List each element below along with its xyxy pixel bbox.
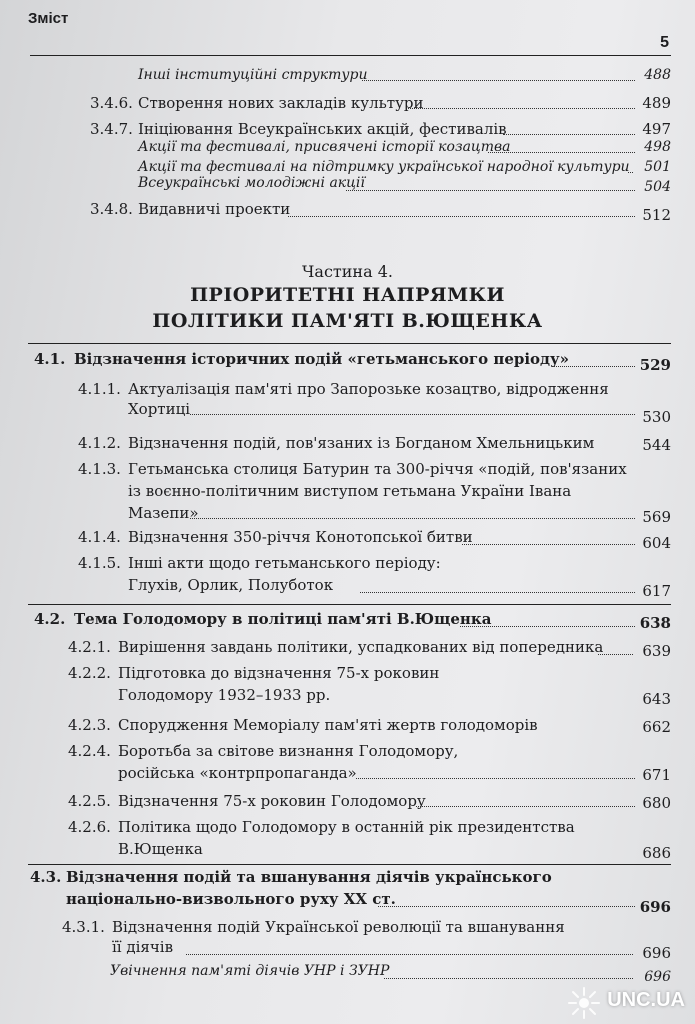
dot-leader xyxy=(462,544,635,545)
toc-entry-title: Боротьба за світове визнання Голодомору, xyxy=(118,742,459,760)
toc-entry-number: 3.4.6. xyxy=(90,94,133,112)
toc-entry-title-cont: Глухів, Орлик, Полуботок xyxy=(128,576,334,594)
dot-leader xyxy=(378,906,635,907)
section-page: 638 xyxy=(639,614,671,632)
section-divider xyxy=(28,604,671,605)
toc-entry-page: 504 xyxy=(644,179,671,195)
dot-leader xyxy=(408,108,635,109)
toc-entry-page: 512 xyxy=(642,206,671,224)
toc-entry-page: 489 xyxy=(642,94,671,112)
dot-leader xyxy=(460,626,635,627)
toc-entry-title-cont: В.Ющенка xyxy=(118,840,203,858)
section-number: 4.3. xyxy=(30,868,62,886)
toc-entry-title: Всеукраїнські молодіжні акції xyxy=(138,175,365,191)
toc-entry-number: 4.3.1. xyxy=(62,918,105,936)
dot-leader xyxy=(356,778,635,779)
toc-entry-number: 4.1.5. xyxy=(78,554,121,572)
toc-entry-title: Створення нових закладів культури xyxy=(138,94,424,112)
toc-entry-title: Актуалізація пам'яті про Запорозьке козацтво, відродження xyxy=(128,380,609,398)
dot-leader xyxy=(288,216,635,217)
toc-entry-title: Ініціювання Всеукраїнських акцій, фестивалів xyxy=(138,120,507,138)
toc-entry-title: Відзначення 75-х роковин Голодомору xyxy=(118,792,426,810)
dot-leader xyxy=(503,134,635,135)
toc-entry-number: 4.1.2. xyxy=(78,434,121,452)
toc-entry-page: 530 xyxy=(642,408,671,426)
toc-entry-number: 3.4.8. xyxy=(90,200,133,218)
toc-entry-number: 3.4.7. xyxy=(90,120,133,138)
toc-entry-page: 680 xyxy=(642,794,671,812)
toc-entry-page: 544 xyxy=(642,436,671,454)
section-title: Тема Голодомору в політиці пам'яті В.Ющенка xyxy=(74,610,492,628)
toc-entry-page: 498 xyxy=(644,139,671,155)
toc-entry-number: 4.1.4. xyxy=(78,528,121,546)
toc-entry-page: 497 xyxy=(642,120,671,138)
dot-leader xyxy=(416,806,635,807)
section-divider xyxy=(28,864,671,865)
dot-leader xyxy=(488,152,635,153)
dot-leader xyxy=(552,366,635,367)
toc-entry-title: Гетьманська столиця Батурин та 300-річчя «подій, пов'язаних xyxy=(128,460,627,478)
part-label: Частина 4. xyxy=(302,262,393,281)
dot-leader xyxy=(346,190,635,191)
section-number: 4.2. xyxy=(34,610,66,628)
toc-entry-page: 696 xyxy=(644,969,671,985)
toc-entry-page: 643 xyxy=(642,690,671,708)
toc-entry-title-cont: Мазепи» xyxy=(128,504,199,522)
toc-entry-title: Політика щодо Голодомору в останній рік президентства xyxy=(118,818,575,836)
toc-entry-page: 488 xyxy=(644,67,671,83)
toc-entry-title: Підготовка до відзначення 75-х роковин xyxy=(118,664,440,682)
section-title-cont: національно-визвольного руху ХХ ст. xyxy=(66,890,396,908)
section-title: Відзначення подій та вшанування діячів українського xyxy=(66,868,552,886)
dot-leader xyxy=(384,978,633,979)
toc-entry-title: Акції та фестивалі на підтримку української народної культури xyxy=(138,159,630,175)
toc-entry-title-cont: Хортиці xyxy=(128,400,191,418)
dot-leader xyxy=(190,414,635,415)
toc-entry-number: 4.2.2. xyxy=(68,664,111,682)
toc-entry-number: 4.2.5. xyxy=(68,792,111,810)
toc-entry-number: 4.1.3. xyxy=(78,460,121,478)
part-title-line: ПРІОРИТЕТНІ НАПРЯМКИ xyxy=(190,284,505,306)
toc-entry-page: 617 xyxy=(642,582,671,600)
dot-leader xyxy=(598,654,633,655)
toc-entry-number: 4.1.1. xyxy=(78,380,121,398)
toc-entry-page: 671 xyxy=(642,766,671,784)
toc-entry-number: 4.2.6. xyxy=(68,818,111,836)
toc-entry-page: 501 xyxy=(644,159,671,175)
toc-entry-title: Відзначення подій Української революції та вшанування xyxy=(112,918,565,936)
section-page: 696 xyxy=(639,898,671,916)
toc-entry-title: Акції та фестивалі, присвячені історії козацтва xyxy=(138,139,511,155)
toc-entry-page: 639 xyxy=(642,642,671,660)
toc-entry-number: 4.2.4. xyxy=(68,742,111,760)
toc-entry-page: 696 xyxy=(642,944,671,962)
section-page: 529 xyxy=(639,356,671,374)
section-title: Відзначення історичних подій «гетьманського періоду» xyxy=(74,350,570,368)
toc-entry-title: Спорудження Меморіалу пам'яті жертв голодоморів xyxy=(118,716,538,734)
part-title-line: ПОЛІТИКИ ПАМ'ЯТІ В.ЮЩЕНКА xyxy=(152,310,543,332)
dot-leader xyxy=(190,518,635,519)
toc-entry-title: Інші інституційні структури xyxy=(138,67,368,83)
toc-entry-title-cont: російська «контрпропаганда» xyxy=(118,764,357,782)
toc-entry-page: 686 xyxy=(642,844,671,862)
running-header-section: Зміст xyxy=(28,10,69,27)
toc-entry-title-cont: із воєнно-політичним виступом гетьмана України Івана xyxy=(128,482,572,500)
dot-leader xyxy=(186,954,633,955)
toc-entry-title: Увічнення пам'яті діячів УНР і ЗУНР xyxy=(110,963,390,979)
watermark: UNC.UA xyxy=(607,989,685,1011)
dot-leader xyxy=(360,592,635,593)
toc-entry-number: 4.2.1. xyxy=(68,638,111,656)
toc-entry-title: Вирішення завдань політики, успадкованих від попередника xyxy=(118,638,604,656)
toc-entry-title: Відзначення 350-річчя Конотопської битви xyxy=(128,528,473,546)
page-number: 5 xyxy=(660,34,669,51)
watermark-sun-icon xyxy=(567,986,601,1020)
toc-entry-title: Видавничі проекти xyxy=(138,200,291,218)
toc-entry-title: Відзначення подій, пов'язаних із Богданом Хмельницьким xyxy=(128,434,595,452)
toc-entry-page: 569 xyxy=(642,508,671,526)
toc-entry-title-cont: її діячів xyxy=(112,938,174,956)
dot-leader xyxy=(362,80,635,81)
section-number: 4.1. xyxy=(34,350,66,368)
toc-entry-number: 4.2.3. xyxy=(68,716,111,734)
section-divider xyxy=(28,343,671,344)
toc-entry-page: 604 xyxy=(642,534,671,552)
toc-entry-page: 662 xyxy=(642,718,671,736)
dot-leader xyxy=(628,172,633,173)
toc-entry-title-cont: Голодомору 1932–1933 рр. xyxy=(118,686,331,704)
toc-entry-title: Інші акти щодо гетьманського періоду: xyxy=(128,554,441,572)
